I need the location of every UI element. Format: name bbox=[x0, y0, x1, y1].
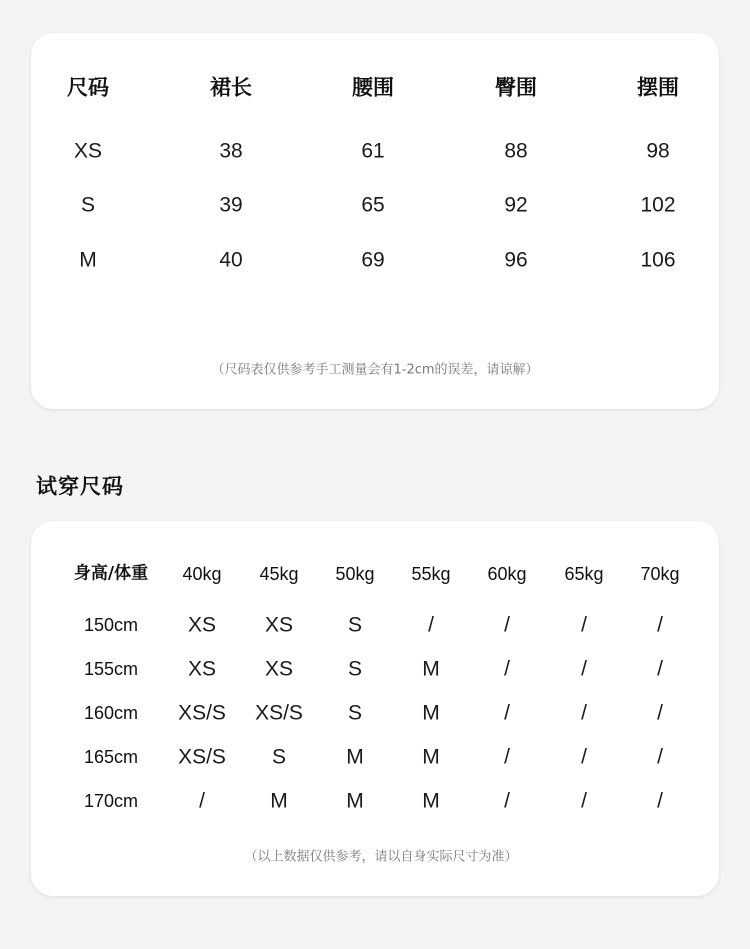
height-label: 165cm bbox=[83, 747, 139, 767]
size-cell: 92 bbox=[504, 193, 528, 217]
try-on-cell: / bbox=[504, 657, 510, 681]
try-on-cell: S bbox=[347, 701, 363, 725]
size-header-3: 臀围 bbox=[495, 75, 537, 100]
size-cell: 69 bbox=[361, 248, 385, 272]
size-chart-note: （尺码表仅供参考手工测量会有1-2cm的误差，请谅解） bbox=[211, 362, 539, 378]
size-cell: 61 bbox=[361, 139, 385, 163]
height-label: 155cm bbox=[83, 659, 139, 679]
try-on-cell: XS bbox=[187, 657, 217, 681]
try-on-cell: / bbox=[504, 745, 510, 769]
try-on-cell: XS bbox=[264, 613, 294, 637]
try-on-cell: / bbox=[657, 745, 663, 769]
weight-header: 50kg bbox=[335, 564, 375, 584]
try-on-cell: S bbox=[347, 657, 363, 681]
weight-header: 65kg bbox=[564, 564, 604, 584]
try-on-cell: / bbox=[581, 701, 587, 725]
weight-header: 45kg bbox=[259, 564, 299, 584]
size-cell: M bbox=[79, 248, 97, 272]
try-on-cell: / bbox=[657, 789, 663, 813]
size-cell: 106 bbox=[640, 248, 676, 272]
try-on-cell: / bbox=[504, 613, 510, 637]
size-cell: 98 bbox=[646, 139, 670, 163]
height-label: 170cm bbox=[83, 791, 139, 811]
try-on-cell: / bbox=[504, 789, 510, 813]
try-on-title: 试穿尺码 bbox=[36, 474, 124, 499]
size-cell: 96 bbox=[504, 248, 528, 272]
size-cell: 102 bbox=[640, 193, 676, 217]
try-on-note: （以上数据仅供参考，请以自身实际尺寸为准） bbox=[244, 849, 518, 865]
size-header-4: 摆围 bbox=[637, 75, 679, 100]
try-on-cell: / bbox=[581, 789, 587, 813]
try-on-card bbox=[31, 521, 719, 896]
try-on-cell: XS bbox=[187, 613, 217, 637]
try-on-cell: XS/S bbox=[178, 745, 226, 769]
try-on-cell: M bbox=[422, 657, 440, 681]
weight-header: 40kg bbox=[182, 564, 222, 584]
try-on-cell: M bbox=[346, 745, 364, 769]
try-on-cell: XS/S bbox=[255, 701, 303, 725]
try-on-cell: S bbox=[271, 745, 287, 769]
height-label: 150cm bbox=[83, 615, 139, 635]
size-chart-card bbox=[31, 33, 719, 409]
try-on-cell: / bbox=[504, 701, 510, 725]
height-label: 160cm bbox=[83, 703, 139, 723]
size-cell: XS bbox=[73, 139, 103, 163]
size-header-0: 尺码 bbox=[67, 75, 109, 100]
try-on-cell: / bbox=[428, 613, 434, 637]
try-on-cell: XS bbox=[264, 657, 294, 681]
try-on-cell: / bbox=[581, 613, 587, 637]
size-header-2: 腰围 bbox=[352, 75, 394, 100]
try-on-cell: / bbox=[581, 745, 587, 769]
try-on-cell: M bbox=[422, 745, 440, 769]
try-on-cell: / bbox=[657, 613, 663, 637]
weight-header: 60kg bbox=[487, 564, 527, 584]
weight-header: 55kg bbox=[411, 564, 451, 584]
try-on-corner-header: 身高/体重 bbox=[73, 563, 149, 584]
size-cell: 88 bbox=[504, 139, 528, 163]
size-header-1: 裙长 bbox=[210, 75, 252, 100]
weight-header: 70kg bbox=[640, 564, 680, 584]
try-on-cell: / bbox=[581, 657, 587, 681]
try-on-cell: M bbox=[346, 789, 364, 813]
size-cell: 40 bbox=[219, 248, 243, 272]
try-on-cell: / bbox=[199, 789, 205, 813]
size-cell: 38 bbox=[219, 139, 243, 163]
try-on-cell: S bbox=[347, 613, 363, 637]
size-cell: 65 bbox=[361, 193, 385, 217]
try-on-cell: XS/S bbox=[178, 701, 226, 725]
size-cell: 39 bbox=[219, 193, 243, 217]
try-on-cell: M bbox=[270, 789, 288, 813]
try-on-cell: / bbox=[657, 657, 663, 681]
size-cell: S bbox=[80, 193, 96, 217]
try-on-cell: / bbox=[657, 701, 663, 725]
try-on-cell: M bbox=[422, 701, 440, 725]
try-on-cell: M bbox=[422, 789, 440, 813]
